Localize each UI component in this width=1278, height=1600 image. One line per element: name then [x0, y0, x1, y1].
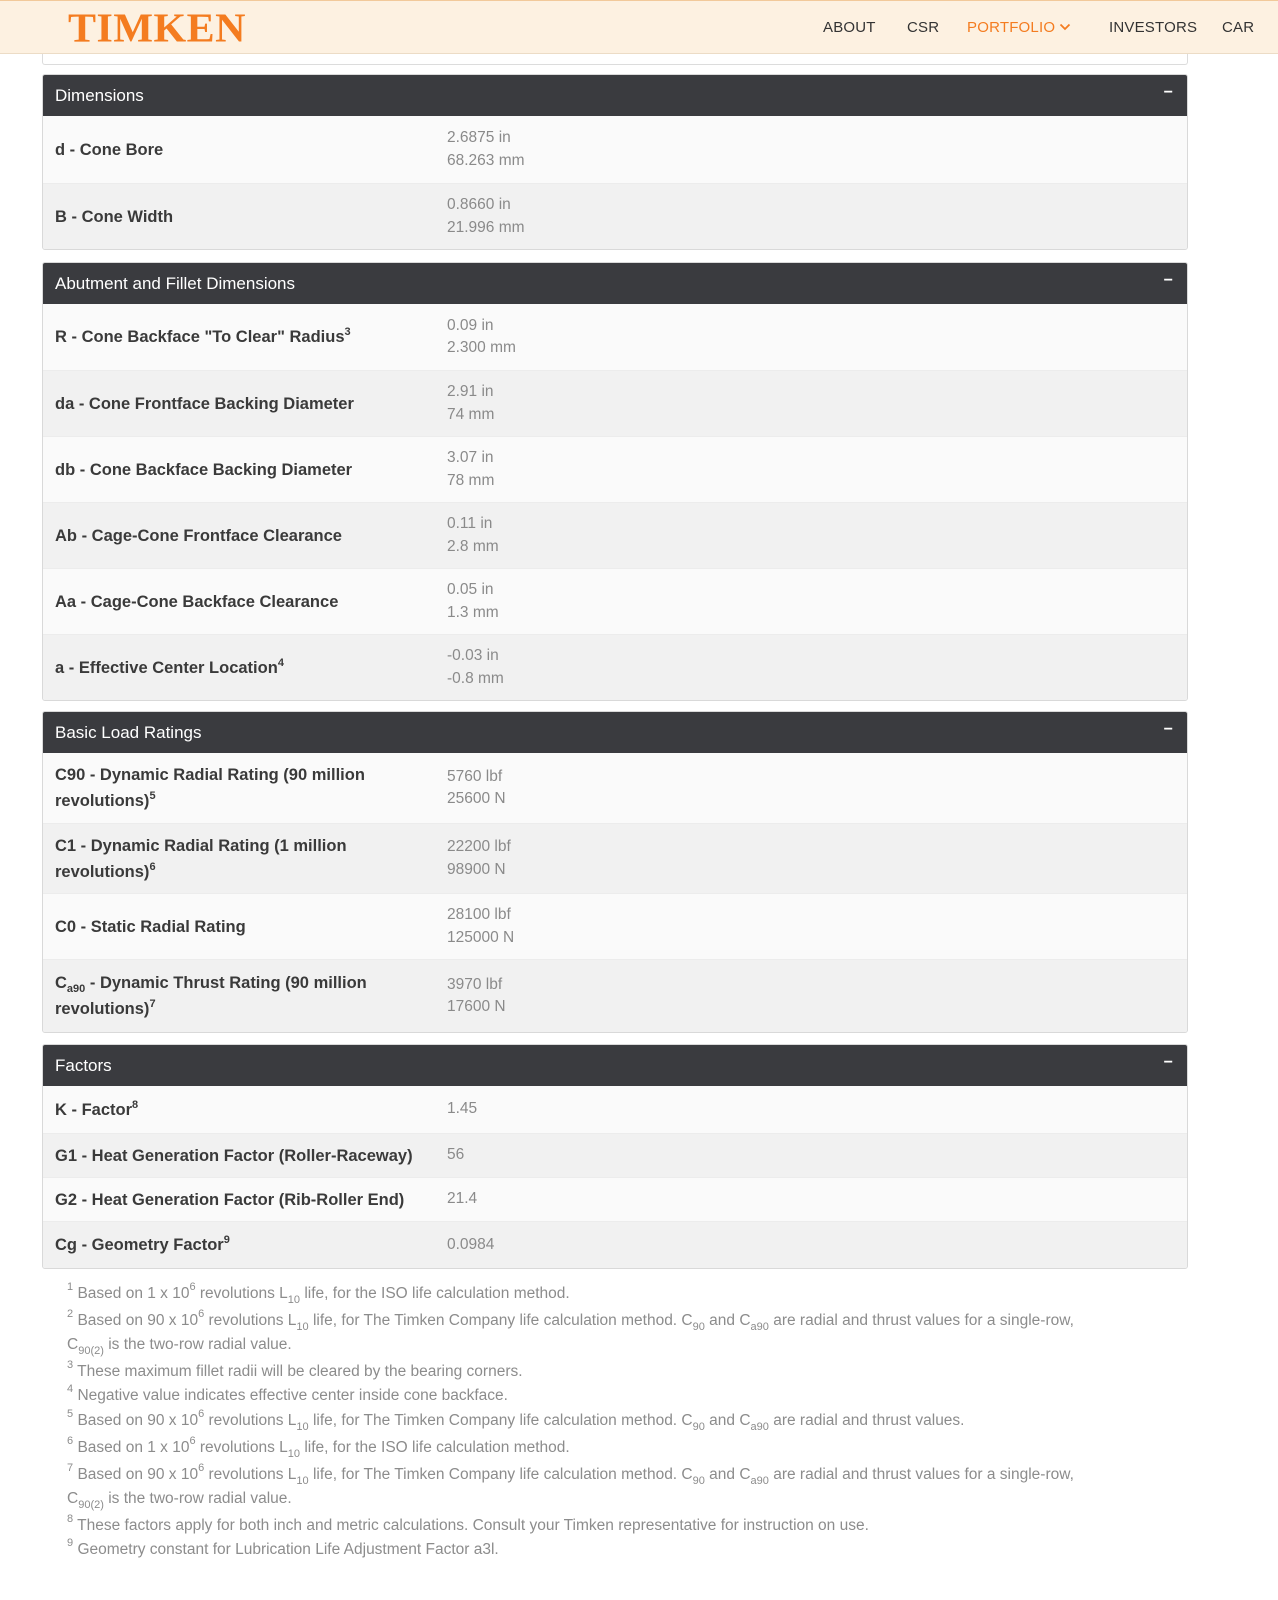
subscript: 10 [287, 1294, 301, 1306]
footnote-4 [67, 1384, 1157, 1408]
label-line: C1 - Dynamic Radial Rating (1 million [55, 836, 347, 855]
footnote-text: These maximum fillet radii will be cleared by the bearing corners. [77, 1363, 523, 1380]
row-label [43, 762, 447, 814]
table-row [43, 304, 1187, 370]
main-nav [0, 1, 1278, 55]
value-newton: 98900 N [447, 860, 506, 878]
table-row [43, 634, 1187, 700]
value-metric: 68.263 mm [447, 151, 525, 169]
value-lbf: 22200 lbf [447, 838, 511, 855]
footnotes [67, 1282, 1157, 1562]
footnote-text: Geometry constant for Lubrication Life Adjustment Factor a3l. [77, 1541, 499, 1558]
footnote-number: 3 [67, 1359, 74, 1371]
subscript: 10 [296, 1421, 309, 1433]
footnote-text: revolutions L [204, 1466, 297, 1483]
table-row [43, 183, 1187, 249]
exponent: 6 [198, 1462, 205, 1474]
label-text: Cg - Geometry Factor [55, 1236, 224, 1254]
value-inch: 3.07 in [447, 449, 494, 466]
label-text: C [55, 974, 67, 992]
row-value [447, 974, 506, 1019]
row-label [43, 1097, 447, 1123]
section-title: Abutment and Fillet Dimensions [55, 274, 296, 293]
footnote-text: and C [704, 1466, 751, 1483]
footnote-text: are radial and thrust values for a single-row, [768, 1312, 1074, 1329]
label-text: R - Cone Backface "To Clear" Radius [55, 328, 345, 346]
footnote-ref[interactable]: 9 [223, 1234, 230, 1246]
section-dimensions [42, 74, 1188, 250]
footnote-ref[interactable]: 5 [149, 790, 156, 802]
label-line: C90 - Dynamic Radial Rating (90 million [55, 766, 365, 784]
value-metric: -0.8 mm [447, 669, 504, 687]
collapse-icon[interactable]: − [1163, 721, 1173, 738]
table-row [43, 568, 1187, 634]
subscript: 10 [287, 1448, 301, 1460]
row-value [447, 447, 494, 492]
label-line [55, 859, 447, 885]
footnote-number: 4 [67, 1383, 74, 1395]
subscript: 90(2) [78, 1345, 104, 1357]
label-text: K - Factor [55, 1100, 133, 1119]
table-row [43, 116, 1187, 183]
section-factors [42, 1044, 1188, 1269]
label-line [55, 996, 447, 1022]
value-inch: 0.05 in [447, 581, 494, 598]
row-label: G1 - Heat Generation Factor (Roller-Raceway) [55, 1146, 413, 1165]
subscript: a90 [750, 1321, 769, 1333]
exponent: 6 [189, 1281, 196, 1293]
footnote-text: revolutions L [195, 1439, 288, 1456]
row-value [447, 194, 525, 239]
row-value: 0.0984 [447, 1235, 495, 1253]
value-metric: 21.996 mm [447, 218, 525, 236]
footnote-text: life, for the ISO life calculation method. [300, 1285, 570, 1302]
value-metric: 74 mm [447, 405, 495, 423]
nav-item-csr[interactable]: CSR [907, 19, 940, 36]
footnote-ref[interactable]: 8 [132, 1098, 139, 1111]
table-row [43, 1133, 1187, 1177]
footnote-ref[interactable]: 4 [277, 656, 284, 669]
section-header-abutment[interactable] [43, 263, 1187, 304]
row-label [43, 833, 447, 885]
footnote-text: Based on 90 x 10 [77, 1412, 199, 1429]
footnote-text: revolutions L [204, 1312, 297, 1329]
footnote-text: life, for the ISO life calculation method. [300, 1439, 570, 1456]
label-text: a - Effective Center Location [55, 658, 278, 677]
row-value [447, 315, 516, 360]
footnote-text: life, for The Timken Company life calculation method. C [308, 1466, 693, 1483]
footnote-text: Based on 90 x 10 [77, 1312, 199, 1329]
footnote-text: are radial and thrust values. [768, 1412, 965, 1429]
table-row [43, 1177, 1187, 1221]
nav-item-portfolio[interactable] [967, 19, 1071, 36]
row-value [447, 645, 504, 690]
footnote-ref[interactable]: 7 [149, 998, 156, 1010]
row-label: db - Cone Backface Backing Diameter [55, 460, 353, 479]
subscript: a90 [750, 1475, 769, 1487]
row-label: d - Cone Bore [55, 140, 164, 159]
footnote-number: 1 [67, 1281, 74, 1293]
row-label: C0 - Static Radial Rating [55, 917, 246, 936]
table-row [43, 502, 1187, 568]
subscript: 90(2) [78, 1499, 104, 1511]
footnote-ref[interactable]: 3 [344, 326, 351, 338]
subscript: 10 [296, 1321, 309, 1333]
value-metric: 2.300 mm [447, 339, 516, 356]
collapse-icon[interactable]: − [1163, 272, 1173, 289]
footnote-text: Based on 1 x 10 [77, 1285, 190, 1302]
row-value [447, 579, 499, 624]
collapse-icon[interactable]: − [1163, 84, 1173, 101]
section-abutment-fillet [42, 262, 1188, 701]
nav-item-portfolio-label: PORTFOLIO [967, 19, 1056, 36]
value-metric: 1.3 mm [447, 603, 499, 621]
section-header-load-ratings[interactable] [43, 712, 1187, 753]
footnote-text: life, for The Timken Company life calculation method. C [308, 1412, 693, 1429]
footnote-text: and C [704, 1312, 751, 1329]
previous-panel-edge [42, 54, 1188, 65]
footnote-text: revolutions L [204, 1412, 297, 1429]
exponent: 6 [198, 1408, 205, 1420]
subscript: 10 [296, 1475, 309, 1487]
table-row [43, 893, 1187, 959]
section-header-factors[interactable] [43, 1045, 1187, 1086]
footnote-number: 8 [67, 1513, 74, 1525]
footnote-number: 2 [67, 1308, 74, 1320]
section-header-dimensions[interactable] [43, 75, 1187, 116]
footnote-number: 6 [67, 1435, 74, 1447]
row-label: G2 - Heat Generation Factor (Rib-Roller End) [55, 1190, 405, 1209]
table-row [43, 370, 1187, 436]
collapse-icon[interactable]: − [1163, 1054, 1173, 1071]
footnote-text: Based on 1 x 10 [77, 1439, 190, 1456]
table-row [43, 959, 1187, 1032]
footnote-6 [67, 1436, 1157, 1460]
label-text: revolutions) [55, 792, 150, 810]
row-label [43, 324, 447, 350]
nav-item-careers[interactable]: CAR [1222, 19, 1255, 36]
row-value [447, 513, 499, 558]
footnote-number: 5 [67, 1408, 74, 1420]
row-label: B - Cone Width [55, 207, 174, 226]
label-text: - Dynamic Thrust Rating (90 million [85, 974, 367, 992]
footnote-ref[interactable]: 6 [149, 860, 156, 873]
site-header [0, 0, 1278, 54]
row-value: 56 [447, 1146, 465, 1164]
table-row [43, 1221, 1187, 1268]
value-lbf: 5760 lbf [447, 767, 503, 785]
section-basic-load-ratings [42, 711, 1188, 1033]
row-label: da - Cone Frontface Backing Diameter [55, 394, 354, 413]
row-label: Aa - Cage-Cone Backface Clearance [55, 592, 339, 611]
row-value [447, 904, 514, 949]
row-value: 21.4 [447, 1190, 478, 1208]
subscript: 90 [692, 1475, 705, 1487]
value-lbf: 28100 lbf [447, 906, 511, 923]
timken-logo[interactable]: TIMKEN [68, 6, 247, 52]
footnote-text: and C [704, 1412, 751, 1429]
value-lbf: 3970 lbf [447, 975, 503, 993]
label-subscript: a90 [66, 983, 86, 995]
table-row [43, 753, 1187, 823]
footnote-number: 9 [67, 1537, 74, 1549]
footnote-text: revolutions L [195, 1285, 288, 1302]
value-inch: 0.09 in [447, 316, 494, 334]
footnote-1 [67, 1282, 1157, 1306]
footnote-5 [67, 1409, 1157, 1433]
footnote-text: C [67, 1336, 79, 1353]
row-value [447, 127, 525, 172]
section-title: Basic Load Ratings [55, 723, 202, 742]
footnote-text: C [67, 1490, 79, 1507]
value-metric: 2.8 mm [447, 537, 499, 555]
row-label [43, 1232, 447, 1258]
value-inch: 0.8660 in [447, 196, 511, 213]
label-text: revolutions) [55, 1000, 150, 1018]
row-label [43, 970, 447, 1022]
footnote-text: Based on 90 x 10 [77, 1466, 199, 1483]
subscript: 90 [692, 1321, 705, 1333]
footnote-text: life, for The Timken Company life calculation method. C [308, 1312, 693, 1329]
row-value [447, 836, 511, 881]
table-row [43, 436, 1187, 502]
value-inch: 2.91 in [447, 383, 494, 400]
footnote-8 [67, 1514, 1157, 1538]
section-title: Factors [55, 1056, 112, 1075]
row-label: Ab - Cage-Cone Frontface Clearance [55, 526, 342, 545]
value-inch: -0.03 in [447, 647, 499, 664]
label-line [55, 970, 447, 996]
label-line [55, 788, 447, 814]
table-row [43, 823, 1187, 893]
label-text: revolutions) [55, 862, 150, 881]
row-value: 1.45 [447, 1100, 478, 1118]
row-value [447, 381, 494, 426]
value-metric: 78 mm [447, 471, 495, 489]
section-title: Dimensions [55, 86, 144, 105]
footnote-text: are radial and thrust values for a single-row, [768, 1466, 1074, 1483]
nav-item-about[interactable]: ABOUT [823, 19, 876, 36]
chevron-down-icon [1059, 21, 1071, 33]
value-newton: 125000 N [447, 928, 515, 946]
nav-item-investors[interactable]: INVESTORS [1109, 19, 1198, 36]
exponent: 6 [198, 1308, 205, 1320]
subscript: 90 [692, 1421, 705, 1433]
footnote-9 [67, 1538, 1157, 1562]
footnote-3 [67, 1360, 1157, 1384]
footnote-text: Negative value indicates effective center inside cone backface. [77, 1387, 508, 1404]
value-newton: 17600 N [447, 998, 506, 1015]
value-inch: 2.6875 in [447, 129, 511, 146]
table-row [43, 1086, 1187, 1133]
row-label [43, 655, 447, 681]
footnote-text: is the two-row radial value. [103, 1490, 292, 1507]
footnote-7 [67, 1463, 1157, 1511]
row-value [447, 766, 506, 811]
footnote-text: These factors apply for both inch and metric calculations. Consult your Timken representative for instruction on use. [77, 1517, 869, 1534]
subscript: a90 [750, 1421, 769, 1433]
value-inch: 0.11 in [447, 515, 493, 532]
value-newton: 25600 N [447, 790, 506, 807]
footnote-number: 7 [67, 1462, 74, 1474]
exponent: 6 [189, 1435, 196, 1447]
footnote-text: is the two-row radial value. [103, 1336, 292, 1353]
footnote-2 [67, 1309, 1157, 1357]
